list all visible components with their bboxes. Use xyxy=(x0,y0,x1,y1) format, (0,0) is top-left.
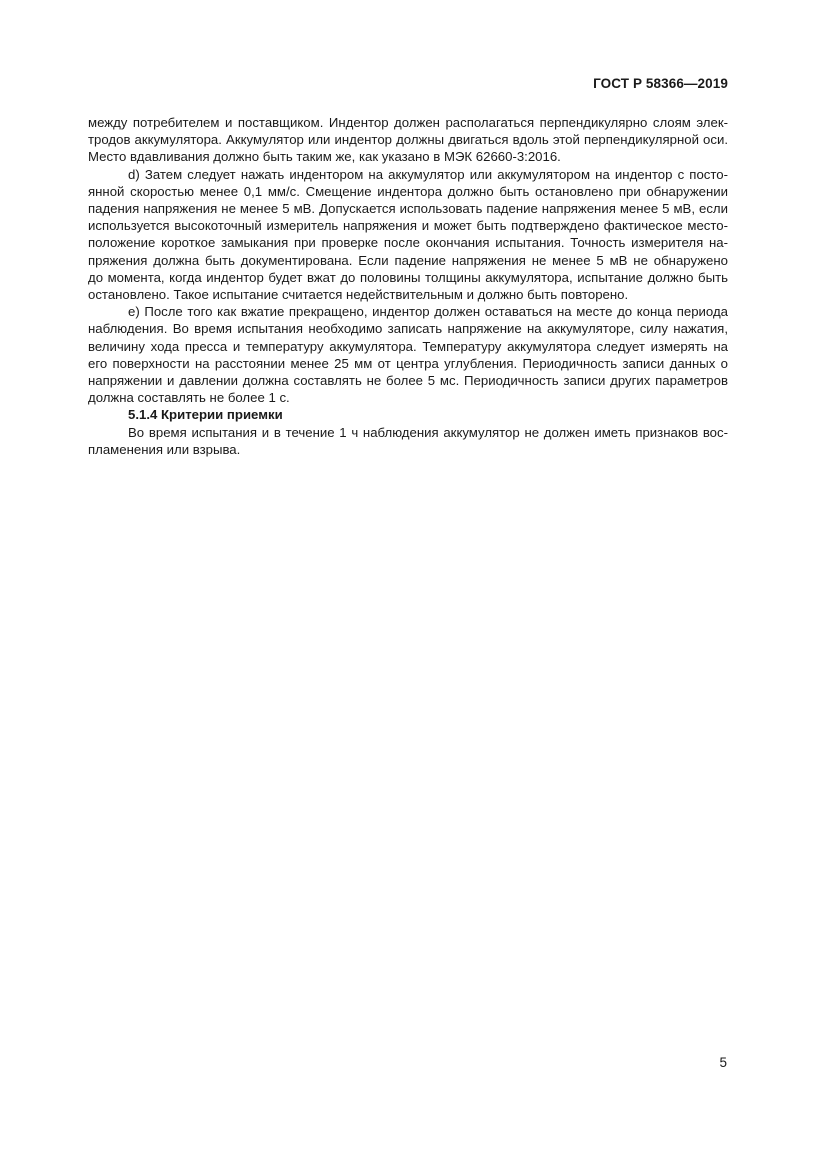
paragraph-item-e xyxy=(88,303,728,406)
section-heading: 5.1.4 Критерии приемки xyxy=(128,407,283,423)
text-line: положение короткое замыкания при проверке после окончания испытания. Точность измерителя на- xyxy=(88,235,728,251)
text-line: используется высокоточный измеритель напряжения и может быть подтверждено фактическое место- xyxy=(88,218,728,234)
text-line: его поверхности на расстоянии менее 25 мм от центра углубления. Периодичность записи данных о xyxy=(88,355,728,371)
text-line: e) После того как вжатие прекращено, индентор должен оставаться на месте до конца периода xyxy=(128,304,728,320)
document-header: ГОСТ Р 58366—2019 xyxy=(593,76,728,91)
section-acceptance-criteria xyxy=(88,406,728,458)
text-line: падения напряжения не менее 5 мВ. Допускается использовать падение напряжения менее 5 мВ, если xyxy=(88,201,728,217)
text-line: пряжения должна быть документирована. Если падение напряжения не менее 5 мВ не обнаружено xyxy=(88,252,728,268)
text-line: пламенения или взрыва. xyxy=(88,441,241,457)
text-line: тродов аккумулятора. Аккумулятор или индентор должны двигаться вдоль этой перпендикулярной оси. xyxy=(88,132,728,148)
text-line: Место вдавливания должно быть таким же, как указано в МЭК 62660-3:2016. xyxy=(88,149,561,165)
text-line: должна составлять не более 1 с. xyxy=(88,390,290,406)
text-line: остановлено. Такое испытание считается недействительным и должно быть повторено. xyxy=(88,287,629,303)
text-line: между потребителем и поставщиком. Индентор должен располагаться перпендикулярно слоям элек- xyxy=(88,115,728,130)
text-line: янной скоростью менее 0,1 мм/с. Смещение индентора должно быть остановлено при обнаружении xyxy=(88,183,728,199)
text-line: напряжении и давлении должна составлять не более 5 мс. Периодичность записи других параметров xyxy=(88,373,728,389)
document-body xyxy=(88,114,728,458)
paragraph-continuation xyxy=(88,114,728,166)
text-line: наблюдения. Во время испытания необходимо записать напряжение на аккумуляторе, силу нажатия, xyxy=(88,321,728,337)
text-line: до момента, когда индентор будет вжат до половины толщины аккумулятора, испытание должно быть xyxy=(88,269,728,285)
paragraph-item-d xyxy=(88,166,728,304)
text-line: Во время испытания и в течение 1 ч наблюдения аккумулятор не должен иметь признаков вос- xyxy=(128,424,728,440)
text-line: величину хода пресса и температуру аккумулятора. Температуру аккумулятора следует измерять на xyxy=(88,338,728,354)
page-number: 5 xyxy=(719,1055,727,1070)
text-line: d) Затем следует нажать индентором на аккумулятор или аккумулятором на индентор с посто- xyxy=(128,166,728,182)
